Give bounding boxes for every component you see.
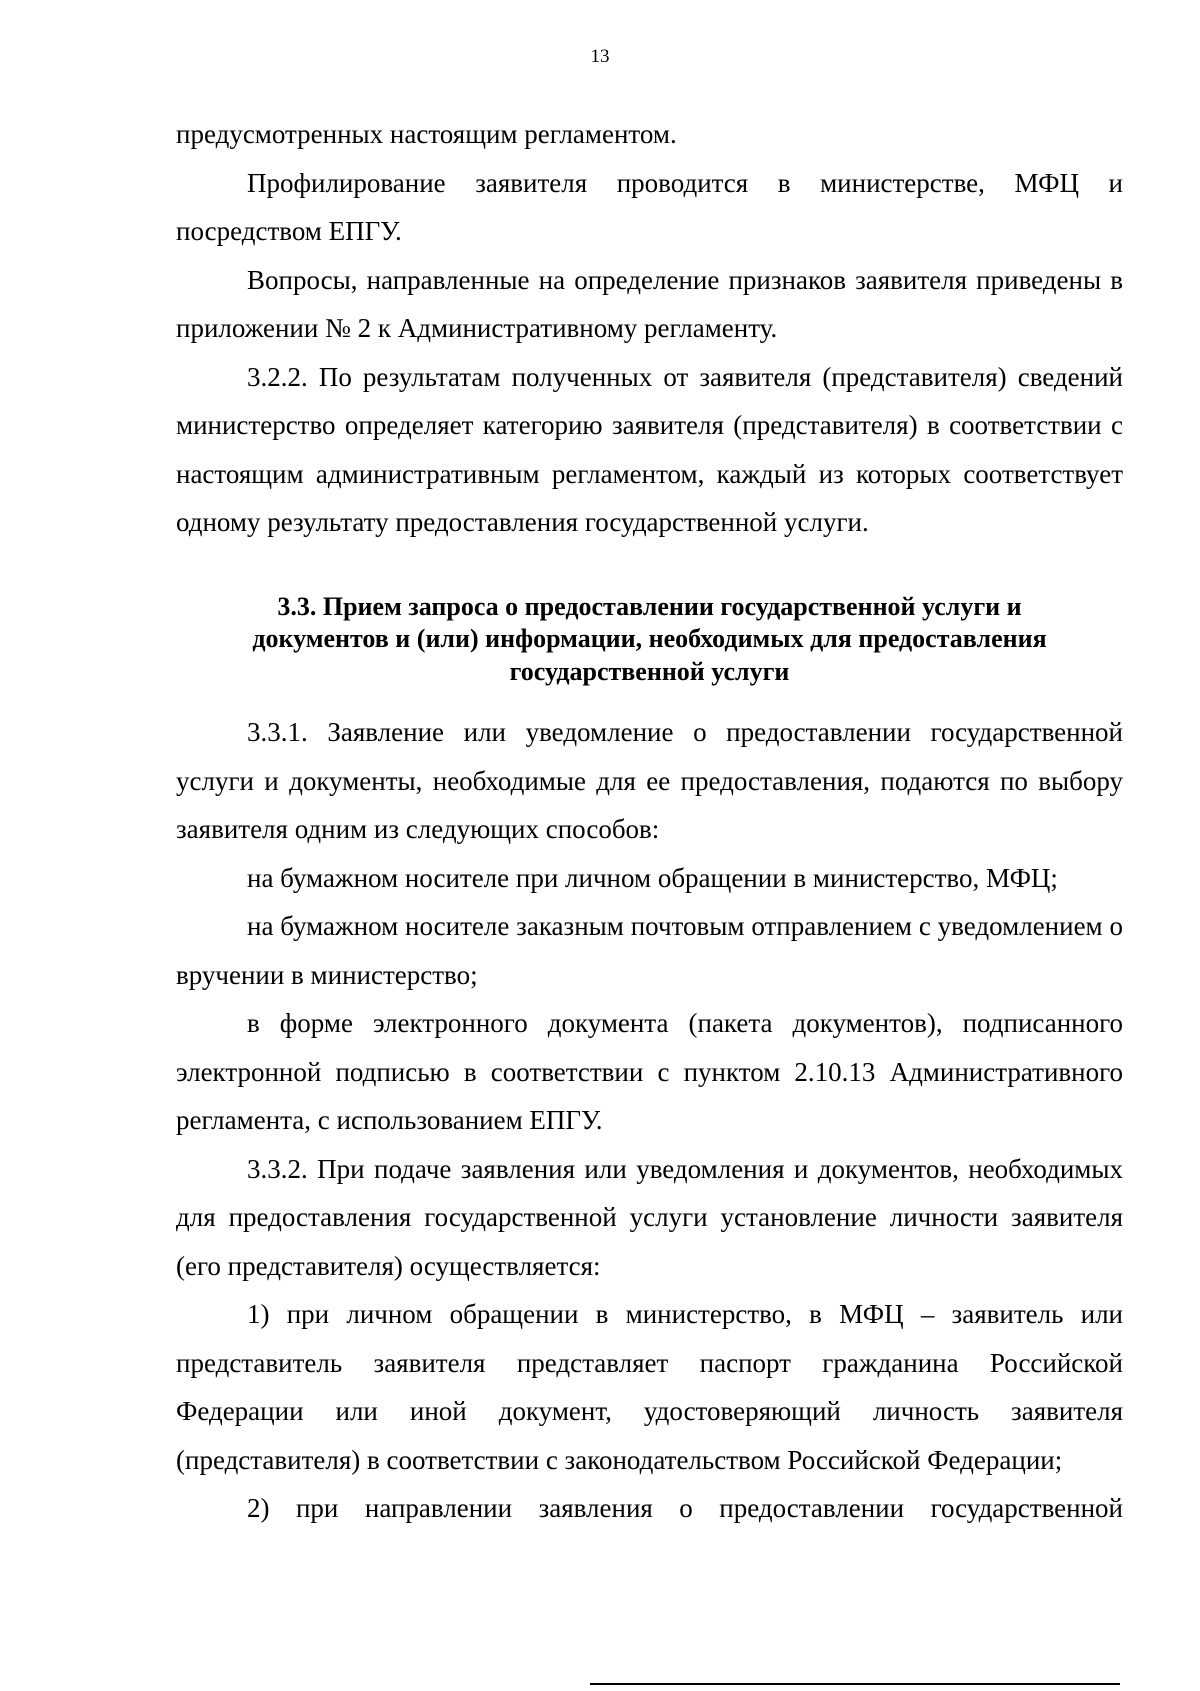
paragraph: на бумажном носителе заказным почтовым отправлением с уведомлением о вручении в министерство; — [176, 911, 1123, 990]
section-heading — [176, 591, 1123, 689]
paragraph: 1) при личном обращении в министерство, в МФЦ – заявитель или представитель заявителя представляет паспорт гражданина Российской Федерации или иной документ, удостоверяющий личность заявителя (представителя) в соответствии с законодательством Российской Федерации; — [176, 1299, 1123, 1475]
page-number: 13 — [590, 46, 610, 67]
paragraph: 3.3.1. Заявление или уведомление о предоставлении государственной услуги и документы, необходимые для ее предоставления, подаются по выбору заявителя одним из следующих способов: — [176, 717, 1123, 844]
paragraph: Профилирование заявителя проводится в министерстве, МФЦ и посредством ЕПГУ. — [176, 167, 1123, 246]
paragraph: предусмотренных настоящим регламентом. — [176, 119, 677, 149]
heading-line: 3.3. Прием запроса о предоставлении государственной услуги и — [277, 591, 1022, 621]
paragraph: в форме электронного документа (пакета документов), подписанного электронной подписью в соответствии с пунктом 2.10.13 Административного регламента, с использованием ЕПГУ. — [176, 1008, 1123, 1135]
paragraph: Вопросы, направленные на определение признаков заявителя приведены в приложении № 2 к Административному регламенту. — [176, 264, 1123, 343]
footer-rule — [590, 1683, 1120, 1685]
paragraph: 3.3.2. При подаче заявления или уведомления и документов, необходимых для предоставления государственной услуги установление личности заявителя (его представителя) осуществляется: — [176, 1153, 1123, 1281]
page-body — [176, 110, 1123, 1533]
paragraphs-after-heading — [176, 708, 1123, 1533]
heading-line: государственной услуги — [509, 656, 790, 686]
paragraph: 3.2.2. По результатам полученных от заявителя (представителя) сведений министерство определяет категорию заявителя (представителя) в соответствии с настоящим административным регламентом, каждый из которых соответствует одному результату предоставления государственной услуги. — [176, 361, 1123, 537]
paragraph: 2) при направлении заявления о предоставлении государственной — [247, 1493, 1123, 1523]
paragraph: на бумажном носителе при личном обращении в министерство, МФЦ; — [247, 862, 1058, 893]
paragraphs-before-heading — [176, 110, 1123, 547]
heading-line: документов и (или) информации, необходимых для предоставления — [252, 624, 1047, 653]
